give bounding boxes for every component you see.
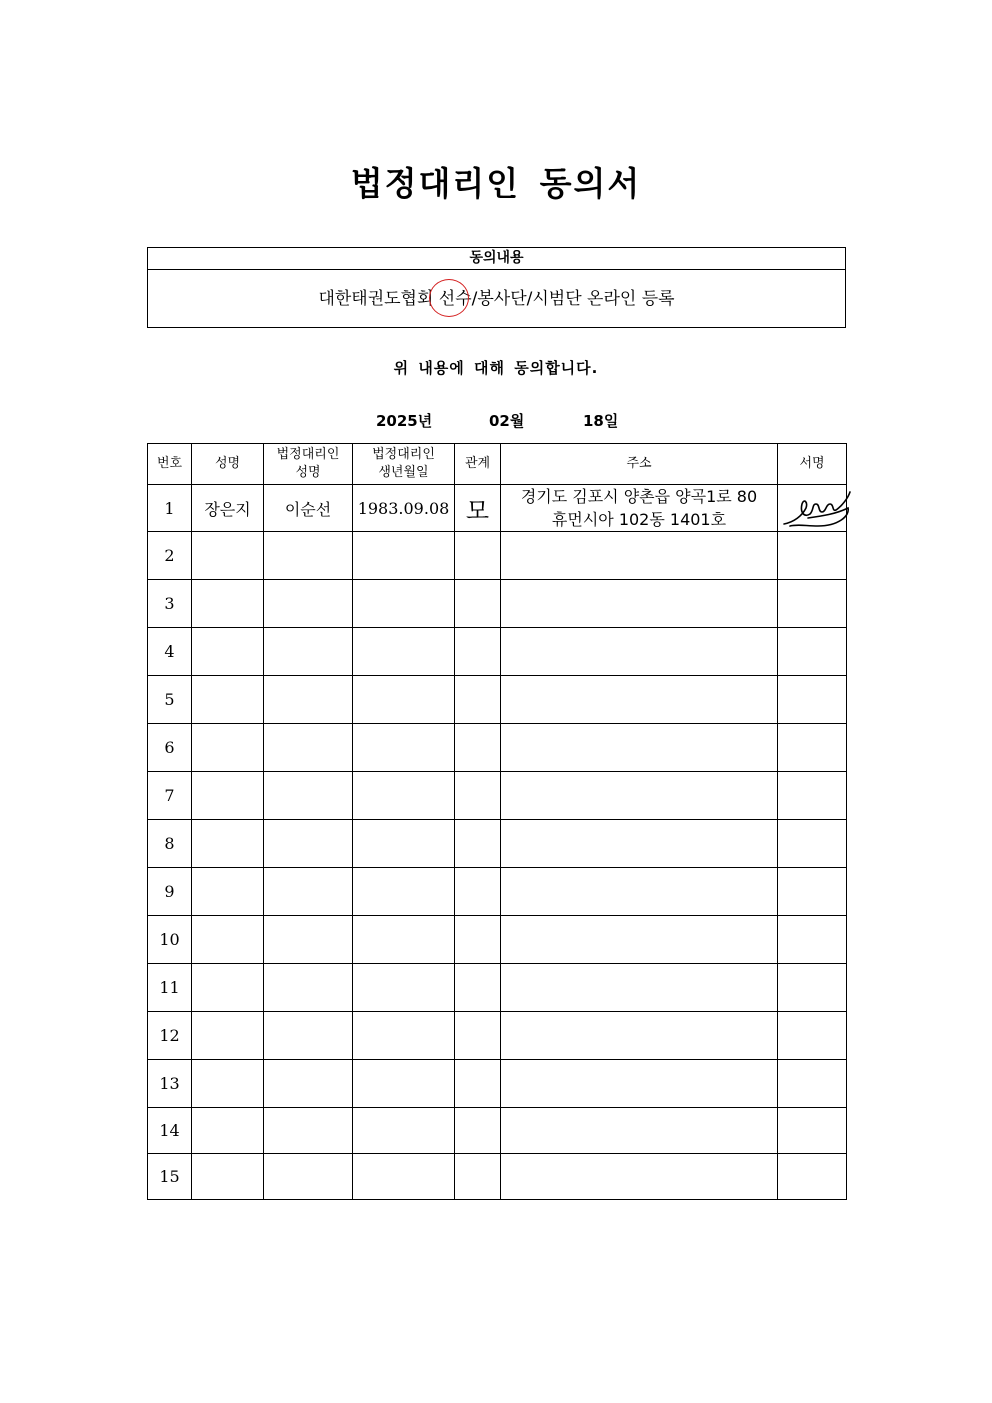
table-row	[148, 676, 847, 724]
consent-content-text: 대한태권도협회 선수/봉사단/시범단 온라인 등록	[318, 289, 675, 309]
cell-relation	[455, 916, 501, 964]
cell-relation	[455, 1012, 501, 1060]
cell-guardian-name	[264, 820, 353, 868]
cell-address	[501, 772, 778, 820]
document-title: 법정대리인 동의서	[350, 164, 642, 203]
cell-guardian-birth	[353, 1108, 455, 1154]
cell-name	[192, 1108, 264, 1154]
cell-guardian-name	[264, 916, 353, 964]
cell-address	[501, 964, 778, 1012]
cell-signature	[778, 628, 847, 676]
header-guardian-birth	[353, 444, 455, 485]
cell-address	[501, 1012, 778, 1060]
table-row	[148, 772, 847, 820]
table-row	[148, 820, 847, 868]
cell-guardian-birth	[353, 820, 455, 868]
cell-guardian-birth	[353, 724, 455, 772]
cell-signature	[778, 1012, 847, 1060]
header-relation: 관계	[455, 444, 501, 485]
cell-guardian-name: 이순선	[264, 485, 353, 532]
cell-number: 13	[148, 1060, 192, 1108]
cell-relation	[455, 580, 501, 628]
cell-number: 7	[148, 772, 192, 820]
cell-guardian-name	[264, 1012, 353, 1060]
cell-relation	[455, 820, 501, 868]
cell-name	[192, 964, 264, 1012]
cell-address	[501, 1108, 778, 1154]
date-day: 18일	[583, 412, 619, 430]
address-line-1: 경기도 김포시 양촌읍 양곡1로 80	[520, 487, 758, 506]
cell-guardian-birth	[353, 1154, 455, 1200]
cell-guardian-birth	[353, 628, 455, 676]
cell-number: 2	[148, 532, 192, 580]
cell-name	[192, 1154, 264, 1200]
cell-number: 1	[148, 485, 192, 532]
cell-relation	[455, 676, 501, 724]
cell-name	[192, 820, 264, 868]
cell-guardian-birth	[353, 916, 455, 964]
cell-guardian-name	[264, 1060, 353, 1108]
cell-signature	[778, 916, 847, 964]
address-line-2: 휴먼시아 102동 1401호	[551, 510, 727, 529]
cell-guardian-birth	[353, 1060, 455, 1108]
cell-number: 15	[148, 1154, 192, 1200]
consent-content-box	[147, 247, 846, 328]
header-name: 성명	[192, 444, 264, 485]
consent-content-body	[148, 270, 845, 328]
cell-name	[192, 772, 264, 820]
cell-name	[192, 532, 264, 580]
cell-guardian-birth	[353, 1012, 455, 1060]
date-year: 2025년	[376, 412, 433, 430]
cell-address	[501, 532, 778, 580]
cell-relation	[455, 1154, 501, 1200]
header-guardian-name-text: 법정대리인 성명	[276, 447, 340, 480]
registration-table	[147, 443, 847, 1200]
cell-guardian-name	[264, 1108, 353, 1154]
header-number: 번호	[148, 444, 192, 485]
cell-relation	[455, 772, 501, 820]
cell-address	[501, 868, 778, 916]
table-row	[148, 1012, 847, 1060]
table-row	[148, 916, 847, 964]
header-signature: 서명	[778, 444, 847, 485]
table-row	[148, 1108, 847, 1154]
cell-address	[501, 485, 778, 532]
cell-signature	[778, 580, 847, 628]
cell-relation	[455, 485, 501, 532]
table-row	[148, 724, 847, 772]
cell-address	[501, 820, 778, 868]
cell-guardian-name	[264, 532, 353, 580]
cell-relation	[455, 868, 501, 916]
cell-guardian-birth: 1983.09.08	[353, 485, 455, 532]
cell-guardian-name	[264, 964, 353, 1012]
cell-name	[192, 676, 264, 724]
table-row	[148, 485, 847, 532]
cell-guardian-name	[264, 772, 353, 820]
cell-number: 9	[148, 868, 192, 916]
cell-signature	[778, 1108, 847, 1154]
cell-guardian-name	[264, 1154, 353, 1200]
cell-signature	[778, 772, 847, 820]
cell-address	[501, 580, 778, 628]
agreement-statement: 위 내용에 대해 동의합니다.	[393, 359, 599, 377]
consent-content-header: 동의내용	[148, 248, 845, 270]
address-text	[501, 485, 777, 531]
cell-number: 11	[148, 964, 192, 1012]
cell-number: 4	[148, 628, 192, 676]
cell-signature	[778, 868, 847, 916]
cell-name	[192, 868, 264, 916]
cell-number: 3	[148, 580, 192, 628]
cell-guardian-birth	[353, 964, 455, 1012]
handwritten-signature	[778, 486, 854, 530]
table-row	[148, 868, 847, 916]
date-month: 02월	[489, 412, 525, 430]
cell-signature	[778, 676, 847, 724]
cell-name	[192, 1060, 264, 1108]
header-guardian-name	[264, 444, 353, 485]
relation-handwriting: 모	[465, 496, 490, 525]
cell-guardian-birth	[353, 868, 455, 916]
cell-signature	[778, 1060, 847, 1108]
cell-signature	[778, 724, 847, 772]
table-row	[148, 1154, 847, 1200]
cell-address	[501, 1060, 778, 1108]
cell-guardian-name	[264, 628, 353, 676]
cell-name	[192, 628, 264, 676]
cell-signature	[778, 964, 847, 1012]
cell-relation	[455, 532, 501, 580]
cell-relation	[455, 1108, 501, 1154]
header-address: 주소	[501, 444, 778, 485]
table-header-row	[148, 444, 847, 485]
cell-signature	[778, 1154, 847, 1200]
cell-number: 5	[148, 676, 192, 724]
table-row	[148, 580, 847, 628]
cell-name	[192, 724, 264, 772]
cell-relation	[455, 628, 501, 676]
cell-number: 6	[148, 724, 192, 772]
cell-guardian-birth	[353, 772, 455, 820]
cell-name	[192, 1012, 264, 1060]
cell-guardian-birth	[353, 580, 455, 628]
cell-guardian-name	[264, 580, 353, 628]
cell-guardian-birth	[353, 676, 455, 724]
cell-relation	[455, 724, 501, 772]
cell-name: 장은지	[192, 485, 264, 532]
cell-signature	[778, 532, 847, 580]
table-row	[148, 1060, 847, 1108]
cell-number: 12	[148, 1012, 192, 1060]
cell-signature	[778, 485, 847, 532]
cell-address	[501, 628, 778, 676]
cell-address	[501, 676, 778, 724]
header-guardian-birth-text: 법정대리인 생년월일	[372, 447, 435, 480]
cell-number: 8	[148, 820, 192, 868]
cell-name	[192, 916, 264, 964]
cell-address	[501, 1154, 778, 1200]
table-row	[148, 628, 847, 676]
table-row	[148, 532, 847, 580]
cell-guardian-name	[264, 676, 353, 724]
cell-guardian-birth	[353, 532, 455, 580]
cell-guardian-name	[264, 868, 353, 916]
cell-guardian-name	[264, 724, 353, 772]
cell-signature	[778, 820, 847, 868]
cell-number: 10	[148, 916, 192, 964]
cell-relation	[455, 1060, 501, 1108]
cell-address	[501, 916, 778, 964]
cell-relation	[455, 964, 501, 1012]
cell-name	[192, 580, 264, 628]
cell-address	[501, 724, 778, 772]
cell-number: 14	[148, 1108, 192, 1154]
table-row	[148, 964, 847, 1012]
